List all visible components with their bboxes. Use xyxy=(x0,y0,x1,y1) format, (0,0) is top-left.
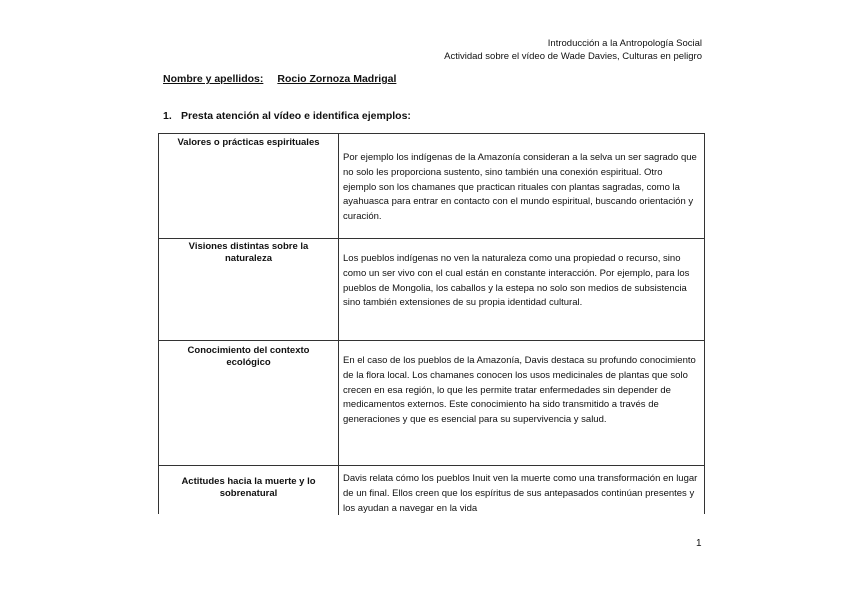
section-number: 1. xyxy=(163,110,172,122)
row-text: Los pueblos indígenas no ven la naturaleza como una propiedad o recurso, sino como un ser vivo con el cual están en constante interacción. Por ejemplo, para los pueblos de Mongolia, los caballos y la estepa no solo son medios de subsistencia sino también extensiones de su propia identidad cultural. xyxy=(343,253,690,309)
header-activity-title: Actividad sobre el vídeo de Wade Davies, Culturas en peligro xyxy=(444,51,702,62)
row-text: Por ejemplo los indígenas de la Amazonía consideran a la selva un ser sagrado que no solo les proporciona sustento, sino también una conexión espiritual. Otro ejemplo son los chamanes que practican rituales con plantas sagradas, como la ayahuasca para entrar en contacto con el mundo espiritual, buscando orientación y curación. xyxy=(343,152,697,223)
row-label: Valores o prácticas espirituales xyxy=(159,134,339,238)
table-row xyxy=(159,341,704,466)
table-row xyxy=(159,239,704,341)
student-name-line xyxy=(163,73,396,85)
table-row xyxy=(159,134,704,239)
row-text: Davis relata cómo los pueblos Inuit ven la muerte como una transformación en lugar de un final. Ellos creen que los espíritus de sus antepasados continúan presentes y los ayudan a navegar en la vida xyxy=(343,473,698,514)
examples-table xyxy=(158,133,705,514)
row-label: Conocimiento del contexto ecológico xyxy=(159,341,339,465)
table-row xyxy=(159,466,704,515)
section-heading xyxy=(163,110,411,122)
row-label: Visiones distintas sobre la naturaleza xyxy=(159,239,339,340)
student-name-value: Rocio Zornoza Madrigal xyxy=(277,73,397,85)
row-text: En el caso de los pueblos de la Amazonía, Davis destaca su profundo conocimiento de la flora local. Los chamanes conocen los usos medicinales de plantas que solo crecen en esa región, lo que les permite tratar enfermedades sin depender de medicamentos externos. Este conocimiento ha sido transmitido a través de generaciones y que es esencial para su supervivencia y salud. xyxy=(343,355,696,426)
page-number: 1 xyxy=(696,538,702,549)
student-name-label: Nombre y apellidos: xyxy=(163,73,264,85)
row-label: Actitudes hacia la muerte y lo sobrenatural xyxy=(159,466,339,515)
header-course-title: Introducción a la Antropología Social xyxy=(547,38,702,49)
section-title: Presta atención al vídeo e identifica ejemplos: xyxy=(181,110,411,122)
